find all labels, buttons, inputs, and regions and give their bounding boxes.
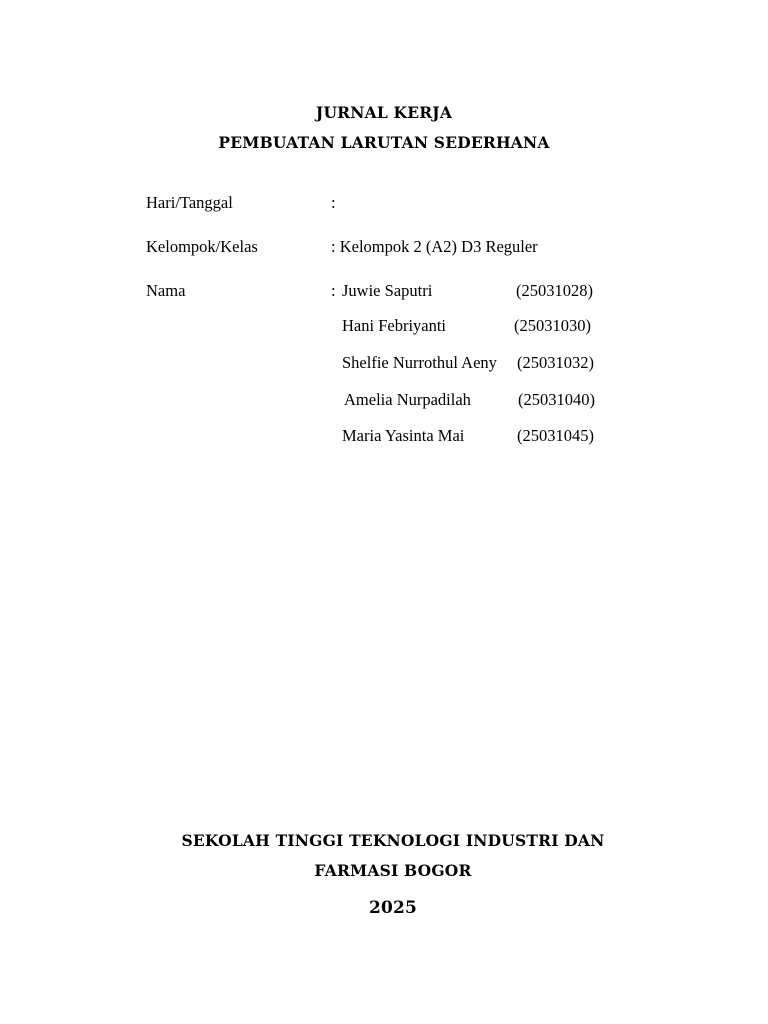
member-id: (25031032) xyxy=(517,353,594,372)
name-colon: : xyxy=(331,281,336,300)
member-name: Shelfie Nurrothul Aeny xyxy=(342,353,497,372)
document-subtitle: PEMBUATAN LARUTAN SEDERHANA xyxy=(218,133,550,152)
member-name: Hani Febriyanti xyxy=(342,316,447,335)
institution-line-2: FARMASI BOGOR xyxy=(314,861,472,880)
member-id: (25031045) xyxy=(517,426,594,445)
member-id: (25031028) xyxy=(516,281,593,300)
name-label: Nama xyxy=(146,281,186,300)
date-colon: : xyxy=(331,193,336,212)
member-id: (25031040) xyxy=(518,390,595,409)
member-name: Amelia Nurpadilah xyxy=(344,390,471,409)
date-label: Hari/Tanggal xyxy=(146,193,233,212)
member-name: Juwie Saputri xyxy=(342,281,433,300)
institution-line-1: SEKOLAH TINGGI TEKNOLOGI INDUSTRI DAN xyxy=(181,831,605,850)
year: 2025 xyxy=(368,898,418,918)
document-title: JURNAL KERJA xyxy=(315,103,453,122)
member-name: Maria Yasinta Mai xyxy=(342,426,465,445)
member-id: (25031030) xyxy=(514,316,591,335)
group-value: : Kelompok 2 (A2) D3 Reguler xyxy=(331,237,538,256)
group-label: Kelompok/Kelas xyxy=(146,237,258,256)
